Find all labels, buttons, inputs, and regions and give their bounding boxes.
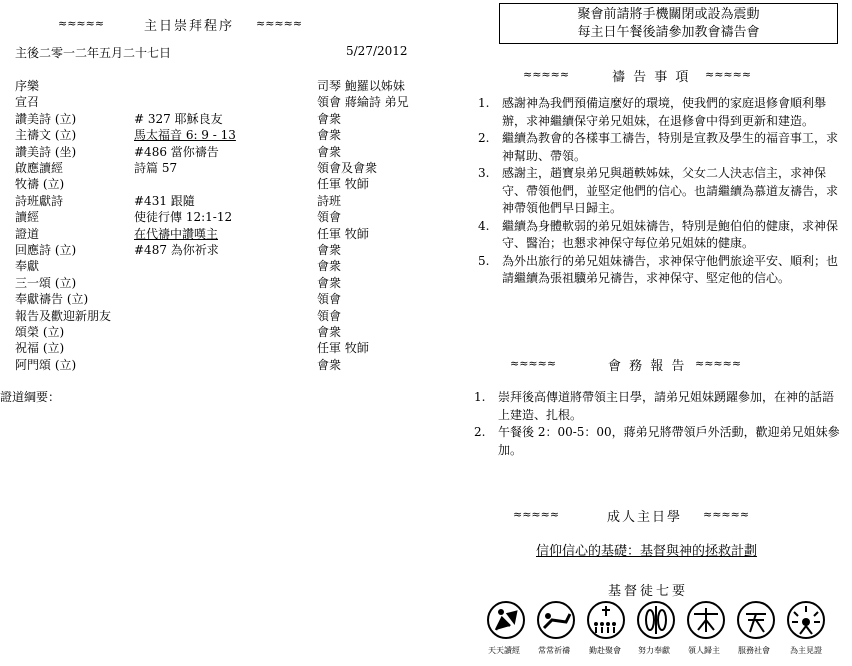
program-detail: 馬太福音 6: 9 - 13 (134, 128, 236, 143)
announcement-list (474, 389, 840, 459)
program-item: 祝福 (立) (15, 341, 65, 356)
program-detail: # 327 耶穌良友 (134, 111, 223, 126)
community-service-icon (736, 600, 776, 640)
program-item: 阿門頌 (立) (15, 357, 77, 372)
sunday-school-title: 成人主日學 (607, 510, 683, 525)
program-item: 奉獻 (15, 259, 40, 274)
announce-ornament-left: ≈≈≈≈≈ (510, 357, 557, 370)
program-item: 頌榮 (立) (15, 325, 65, 339)
program-leader: 會衆 (317, 275, 342, 290)
sermon-outline-label: 證道綱要： (0, 390, 61, 404)
essential-caption-6: 服務社會 (738, 646, 770, 655)
program-leader: 領會 (317, 292, 342, 307)
list-text: 感謝神為我們預備這麼好的環境，使我們的家庭退修會順利舉辦，求神繼續保守弟兄姐妹，在退修會中得到更新和建造。 (502, 96, 827, 128)
list-number: 2. (478, 131, 490, 145)
list-text: 為外出旅行的弟兄姐妹禱告，求神保守他們旅途平安、順利；也請繼續為張祖驥弟兄禱告，求神保守、堅定他的信心。 (502, 253, 839, 285)
program-leader: 領會 蔣綸詩 弟兄 (317, 95, 409, 110)
program-leader: 會衆 (317, 357, 342, 372)
list-number: 4. (478, 218, 490, 233)
prayer-icon (536, 600, 576, 640)
service-date-chinese: 主後二零一二年五月二十七日 (15, 46, 172, 60)
list-item (478, 218, 842, 253)
program-item: 牧禱 (立) (15, 177, 65, 192)
program-leader: 會衆 (317, 243, 342, 257)
evangelism-icon (686, 600, 726, 640)
program-leader: 會衆 (317, 259, 342, 274)
program-item: 證道 (15, 226, 40, 241)
list-item (478, 253, 842, 288)
bible-reading-icon (486, 600, 526, 640)
program-leader: 任軍 牧師 (317, 177, 369, 192)
list-item (474, 389, 840, 424)
list-number: 2. (474, 425, 486, 439)
ss-ornament-right: ≈≈≈≈≈ (703, 508, 750, 521)
list-item (474, 424, 840, 459)
seven-essentials-icons (486, 600, 834, 646)
program-detail: #486 當你禱告 (134, 144, 219, 159)
prayer-ornament-left: ≈≈≈≈≈ (523, 68, 570, 81)
program-item: 三一頌 (立) (15, 275, 77, 290)
offering-icon (636, 600, 676, 640)
title-ornament-left: ≈≈≈≈≈ (58, 17, 105, 30)
list-number: 1. (478, 96, 490, 110)
essential-caption-4: 努力奉獻 (638, 646, 670, 655)
program-leader: 會衆 (317, 128, 342, 143)
program-leader: 會衆 (317, 111, 342, 126)
announcements-title: 會 務 報 告 (608, 359, 687, 374)
list-number: 5. (478, 253, 490, 268)
program-item: 回應詩 (立) (15, 243, 77, 257)
program-item: 讚美詩 (立) (15, 111, 77, 126)
program-leader: 司琴 鮑羅以姊妹 (317, 79, 405, 93)
list-number: 1. (474, 390, 486, 404)
title-ornament-right: ≈≈≈≈≈ (256, 17, 303, 30)
announce-ornament-right: ≈≈≈≈≈ (695, 357, 742, 370)
service-date: 5/27/2012 (346, 44, 408, 58)
list-number: 3. (478, 166, 490, 180)
program-detail: 詩篇 57 (134, 161, 178, 175)
program-detail: #431 跟隨 (134, 193, 195, 208)
prayer-list (478, 95, 842, 288)
notice-line-2: 每主日午餐後請參加教會禱告會 (577, 25, 760, 40)
list-text: 繼續為身體軟弱的弟兄姐妹禱告，特別是鮑伯伯的健康，求神保守、醫治；也懇求神保守每位弟兄姐妹的健康。 (502, 218, 839, 250)
list-item (478, 165, 842, 218)
program-detail: 在代禱中讚嘆主 (134, 226, 219, 241)
program-item: 啟應讀經 (15, 161, 64, 175)
phone-notice-box (499, 3, 838, 44)
essential-caption-3: 勤赴聚會 (589, 646, 621, 655)
program-leader: 領會 (317, 308, 342, 323)
program-item: 報告及歡迎新朋友 (15, 308, 112, 323)
program-leader: 會衆 (317, 144, 342, 159)
page-title: 主日崇拜程序 (144, 19, 235, 34)
essential-caption-7: 為主見證 (790, 646, 822, 655)
list-text: 午餐後 2：00-5：00，蔣弟兄將帶領戶外活動，歡迎弟兄姐妹參加。 (498, 425, 840, 457)
program-leader: 任軍 牧師 (317, 341, 369, 356)
program-leader: 領會 (317, 210, 342, 225)
program-leader: 領會及會衆 (317, 161, 378, 175)
program-item: 序樂 (15, 79, 40, 93)
sunday-school-subtitle: 信仰信心的基礎：基督與神的拯救計劃 (536, 544, 758, 559)
notice-line-1: 聚會前請將手機關閉或設為震動 (577, 7, 760, 22)
list-item (478, 95, 842, 130)
program-leader: 任軍 牧師 (317, 226, 369, 241)
program-item: 主禱文 (立) (15, 128, 77, 143)
program-item: 詩班獻詩 (15, 193, 64, 208)
program-detail: 使徒行傳 12:1-12 (134, 210, 233, 225)
program-leader: 詩班 (317, 193, 342, 208)
list-item (478, 130, 842, 165)
essential-caption-5: 領人歸主 (688, 646, 720, 655)
list-text: 崇拜後高傳道將帶領主日學，請弟兄姐妹踴躍參加，在神的話語上建造、扎根。 (498, 390, 835, 422)
list-text: 繼續為教會的各樣事工禱告，特別是宣教及學生的福音事工，求神幫助、帶領。 (502, 131, 839, 163)
witness-icon (786, 600, 826, 640)
program-item: 宣召 (15, 95, 40, 110)
church-gathering-icon (586, 600, 626, 640)
list-text: 感謝主，趙寶泉弟兄與趙軼姊妹，父女二人決志信主，求神保守、帶領他們，並堅定他們的信心。也請繼續為慕道友禱告，求神帶領他們早日歸主。 (502, 166, 839, 215)
program-detail: #487 為你祈求 (134, 243, 219, 257)
program-item: 讀經 (15, 210, 40, 225)
prayer-ornament-right: ≈≈≈≈≈ (705, 68, 752, 81)
seven-essentials-title: 基督徒七要 (608, 584, 689, 599)
program-item: 奉獻禱告 (立) (15, 292, 89, 307)
program-item: 讚美詩 (坐) (15, 144, 77, 159)
ss-ornament-left: ≈≈≈≈≈ (513, 508, 560, 521)
essential-caption-2: 常常祈禱 (538, 646, 570, 655)
essential-caption-1: 天天讀經 (488, 646, 520, 655)
program-leader: 會衆 (317, 325, 342, 339)
prayer-title: 禱 告 事 項 (612, 70, 691, 85)
